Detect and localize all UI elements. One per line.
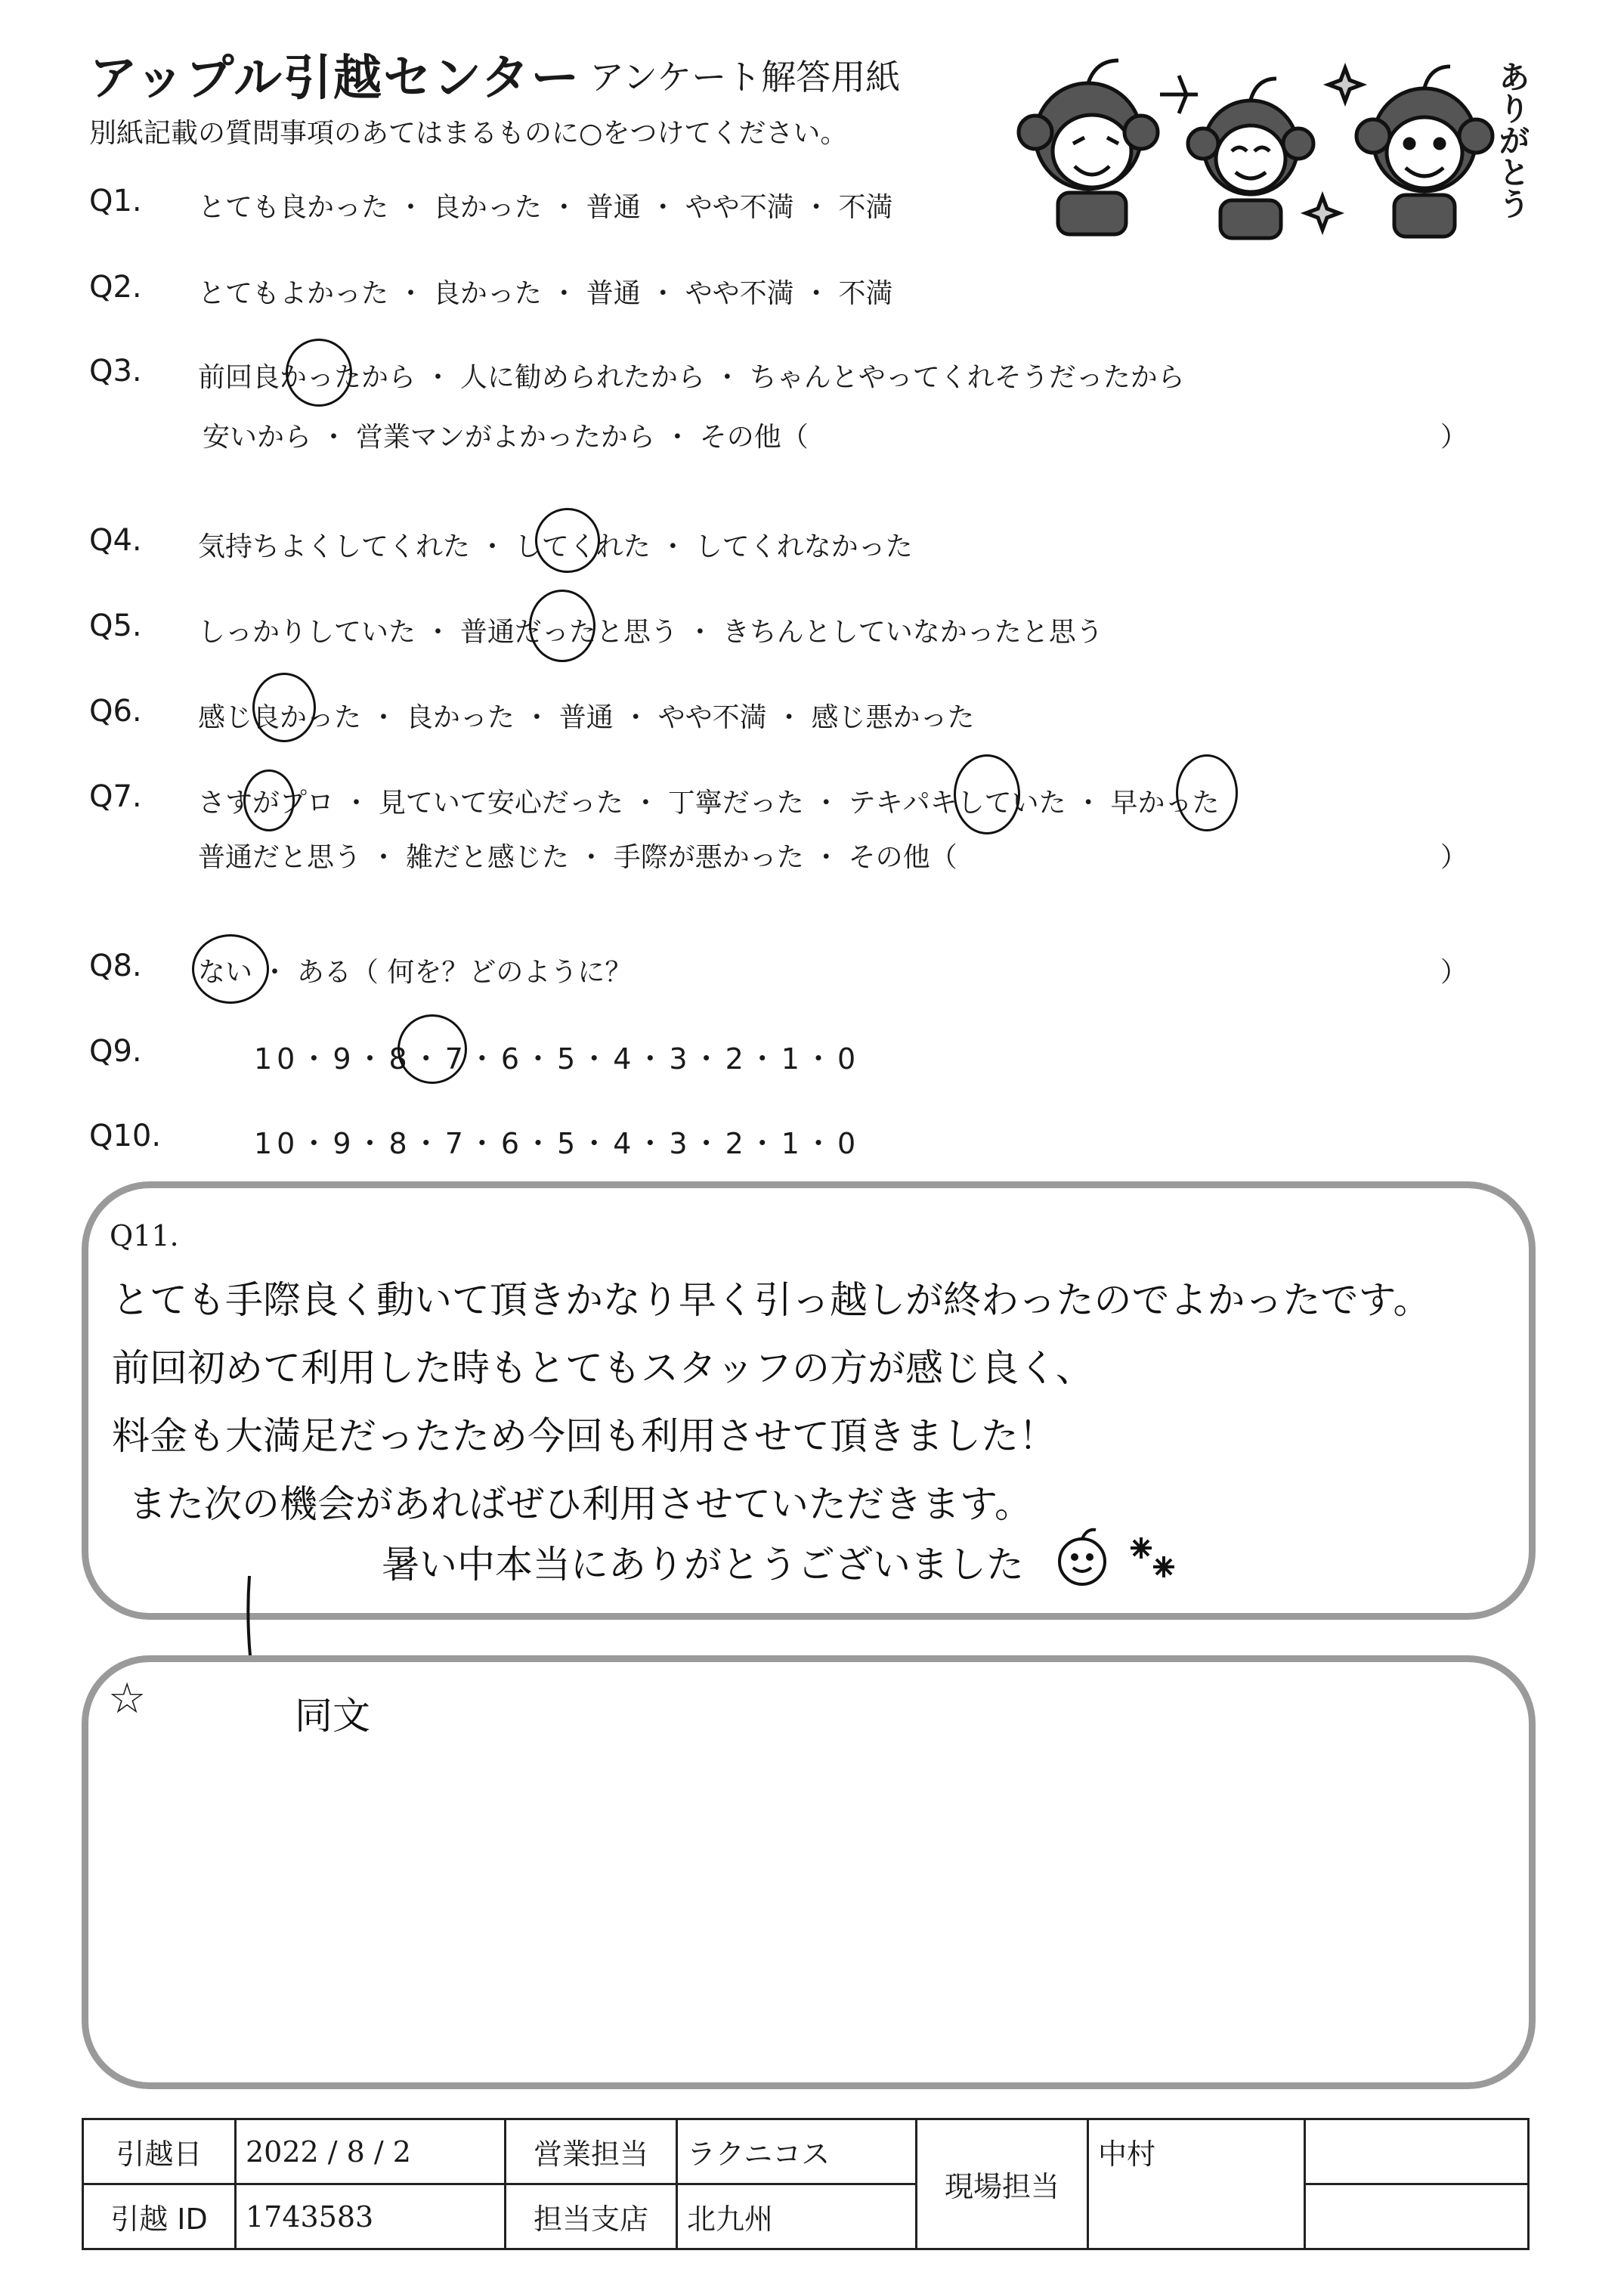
- move-date-value: 2022 / 8 / 2: [236, 2119, 506, 2184]
- q5-selection-circle: [529, 590, 595, 662]
- q7-selection-circle-1: [243, 769, 295, 831]
- q1-options: とても良かった ・ 良かった ・ 普通 ・ やや不満 ・ 不満: [198, 192, 893, 223]
- q7-options-line2: 普通だと思う ・ 雑だと感じた ・ 手際が悪かった ・ その他（: [198, 842, 957, 873]
- sales-label: 営業担当: [506, 2119, 677, 2184]
- move-date-label: 引越日: [83, 2119, 236, 2184]
- q7-label: Q7.: [89, 779, 142, 814]
- site-label: 現場担当: [917, 2119, 1088, 2249]
- instruction-text: 別紙記載の質問事項のあてはまるものに○をつけてください。: [89, 118, 848, 149]
- branch-label: 担当支店: [506, 2184, 677, 2249]
- q2-label: Q2.: [89, 270, 142, 305]
- branch-value: 北九州: [677, 2184, 917, 2249]
- footer-info-table: [82, 2118, 1530, 2250]
- star-handwritten-text: 同文: [295, 1694, 370, 1738]
- q6-selection-circle: [252, 673, 316, 742]
- form-subtitle: アンケート解答用紙: [589, 57, 901, 98]
- q9-selection-circle: [397, 1014, 467, 1084]
- q3-label: Q3.: [89, 354, 142, 389]
- q2-options: とてもよかった ・ 良かった ・ 普通 ・ やや不満 ・ 不満: [198, 278, 893, 309]
- thanks-text: ありがとう: [1494, 60, 1531, 219]
- q7-selection-circle-2: [954, 754, 1020, 834]
- q11-handwritten-line-5: 暑い中本当にありがとうございました: [382, 1543, 1024, 1587]
- q6-label: Q6.: [89, 694, 142, 729]
- mascot-illustration: [1005, 53, 1534, 249]
- form-title: アップル引越センター: [89, 51, 581, 107]
- move-id-value: 1743583: [236, 2184, 506, 2249]
- q9-scale: 10・9・8・7・6・5・4・3・2・1・0: [254, 1042, 861, 1076]
- q3-options-line2: 安いから ・ 営業マンがよかったから ・ その他（: [203, 422, 809, 453]
- footer-empty-cell-bottom: [1305, 2184, 1529, 2249]
- q4-label: Q4.: [89, 523, 142, 558]
- q7-options-line1: さすがプロ ・ 見ていて安心だった ・ 丁寧だった ・ テキパキしていた ・ 早かった: [198, 788, 1220, 819]
- footer-empty-cell-top: [1305, 2119, 1529, 2184]
- q10-label: Q10.: [89, 1119, 162, 1153]
- q10-scale: 10・9・8・7・6・5・4・3・2・1・0: [254, 1127, 861, 1160]
- q11-handwritten-line-2: 前回初めて利用した時もとてもスタッフの方が感じ良く、: [112, 1346, 1093, 1390]
- site-value: 中村: [1088, 2119, 1305, 2249]
- q4-selection-circle: [535, 508, 600, 573]
- q11-handwritten-line-3: 料金も大満足だったため今回も利用させて頂きました！: [112, 1414, 1056, 1458]
- q9-label: Q9.: [89, 1034, 142, 1069]
- star-icon: ☆: [108, 1674, 147, 1723]
- q8-close-paren: ）: [1440, 957, 1468, 988]
- q6-options: 感じ良かった ・ 良かった ・ 普通 ・ やや不満 ・ 感じ悪かった: [198, 702, 975, 733]
- q8-label: Q8.: [89, 949, 142, 983]
- q11-handwritten-line-4: また次の機会があればぜひ利用させていただきます。: [128, 1482, 1032, 1526]
- q11-handwritten-line-1: とても手際良く動いて頂きかなり早く引っ越しが終わったのでよかったです。: [112, 1278, 1431, 1322]
- q8-selection-circle: [192, 934, 269, 1004]
- smiley-doodle-icon: [1050, 1525, 1194, 1593]
- q4-options: 気持ちよくしてくれた ・ してくれた ・ してくれなかった: [198, 531, 913, 562]
- sales-value: ラクニコス: [677, 2119, 917, 2184]
- q7-selection-circle-3: [1176, 754, 1238, 831]
- q3-selection-circle: [286, 339, 352, 407]
- q3-close-paren: ）: [1440, 422, 1468, 453]
- monkey-mascots-icon: [1005, 53, 1534, 249]
- q5-options: しっかりしていた ・ 普通だったと思う ・ きちんとしていなかったと思う: [198, 617, 1103, 648]
- q5-label: Q5.: [89, 608, 142, 643]
- q8-options: ない ・ ある（ 何を？どのように？: [198, 957, 633, 988]
- q1-label: Q1.: [89, 184, 142, 218]
- q7-close-paren: ）: [1440, 842, 1468, 873]
- q11-label: Q11.: [110, 1219, 179, 1252]
- move-id-label: 引越 ID: [83, 2184, 236, 2249]
- q3-options-line1: 前回良かったから ・ 人に勧められたから ・ ちゃんとやってくれそうだったから: [198, 362, 1185, 393]
